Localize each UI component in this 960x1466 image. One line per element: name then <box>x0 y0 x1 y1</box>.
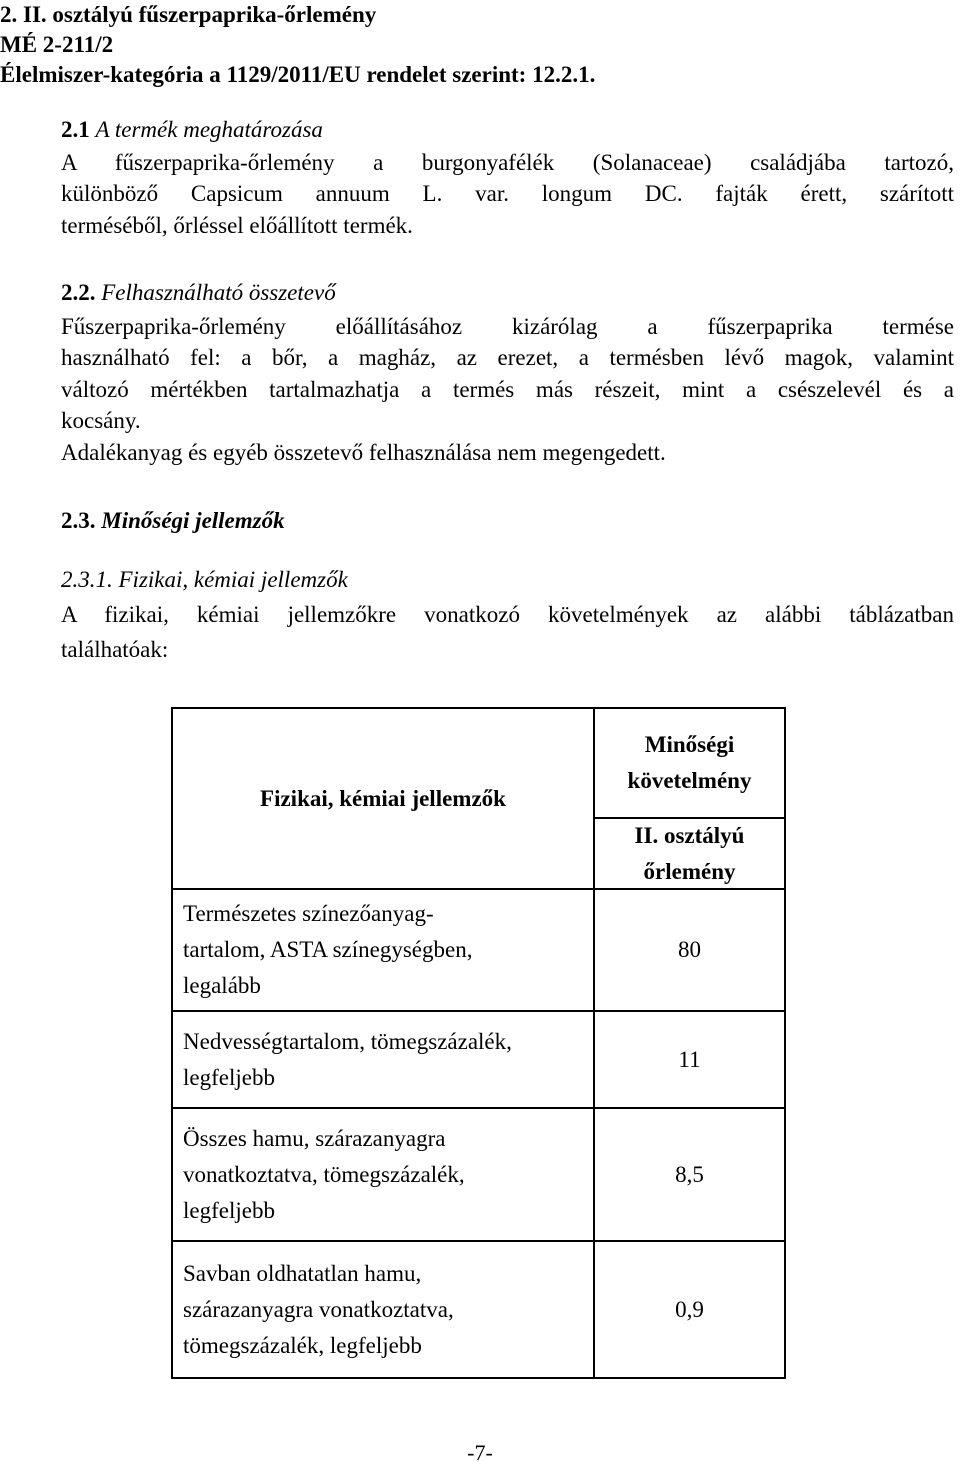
table-header-quality <box>595 709 784 817</box>
table-row-label <box>173 1012 593 1107</box>
table-row-value-text: 8,5 <box>675 1161 704 1187</box>
table-header-class <box>595 819 784 888</box>
table-row-label-line: Természetes színezőanyag- <box>183 901 434 926</box>
table-header-quality-line2: követelmény <box>627 768 752 793</box>
table-row-value <box>595 1012 784 1107</box>
table-row-value <box>595 890 784 1010</box>
food-category: Élelmiszer-kategória a 1129/2011/EU rendelet szerint: 12.2.1. <box>0 62 596 87</box>
table-row-label-line: tartalom, ASTA színegységben, <box>183 937 473 962</box>
table-row-label-line: Összes hamu, szárazanyagra <box>183 1125 446 1151</box>
table-row-label <box>173 1242 593 1377</box>
section-2-1-number: 2.1 <box>61 117 90 142</box>
table-row-label-line: vonatkoztatva, tömegszázalék, <box>183 1161 465 1187</box>
table-row-label <box>173 890 593 1010</box>
section-2-3-number: 2.3. <box>61 508 96 533</box>
section-2-3-heading <box>61 506 285 536</box>
section-2-2-heading <box>61 278 336 308</box>
page-number: -7- <box>467 1440 493 1465</box>
table-row-value-text: 0,9 <box>675 1296 704 1322</box>
section-2-3-1-line1: A fizikai, kémiai jellemzőkre vonatkozó követelmények az alábbi táblázatban <box>61 602 954 627</box>
section-2-1-heading <box>61 115 323 145</box>
table-header-quality-line1: Minőségi <box>644 732 735 757</box>
table-row-label-line: szárazanyagra vonatkoztatva, <box>183 1296 454 1322</box>
section-2-2-number: 2.2. <box>61 280 96 305</box>
standard-code: MÉ 2-211/2 <box>0 32 114 57</box>
section-2-3-title: Minőségi jellemzők <box>101 508 285 533</box>
table-row-label-line: legfeljebb <box>183 1064 275 1090</box>
section-2-1-line2: különböző Capsicum annuum L. var. longum DC. fajták érett, szárított <box>61 181 954 206</box>
table-row-label-line: legfeljebb <box>183 1197 275 1223</box>
section-2-3-1-heading <box>61 565 348 595</box>
section-2-2-line4: kocsány. <box>61 408 141 433</box>
table-row-value <box>595 1242 784 1377</box>
section-2-2-line5: Adalékanyag és egyéb összetevő felhasználása nem megengedett. <box>61 440 666 465</box>
table-row-label-line: tömegszázalék, legfeljebb <box>183 1332 422 1358</box>
table-header-properties <box>173 709 593 888</box>
section-2-3-1-number: 2.3.1. <box>61 567 113 592</box>
table-row-label <box>173 1109 593 1240</box>
table-header-class-line2: őrlemény <box>643 858 736 884</box>
requirements-table <box>171 707 786 1379</box>
section-2-3-1-title: Fizikai, kémiai jellemzők <box>118 567 348 592</box>
table-header-properties-label: Fizikai, kémiai jellemzők <box>260 785 506 811</box>
section-2-1-title: A termék meghatározása <box>95 117 323 142</box>
table-row-value-text: 11 <box>678 1046 701 1072</box>
table-row-value <box>595 1109 784 1240</box>
table-row-label-line: legalább <box>183 973 261 998</box>
section-2-2-line3: változó mértékben tartalmazhatja a termés más részeit, mint a csészelevél és a <box>61 377 954 402</box>
section-2-2-title: Felhasználható összetevő <box>101 280 336 305</box>
table-row-label-line: Nedvességtartalom, tömegszázalék, <box>183 1028 512 1054</box>
section-2-3-1-line2: találhatóak: <box>61 637 169 662</box>
section-2-1-line3: terméséből, őrléssel előállított termék. <box>61 213 413 238</box>
section-2-1-line1: A fűszerpaprika-őrlemény a burgonyafélék (Solanaceae) családjába tartozó, <box>61 150 954 175</box>
document-title: 2. II. osztályú fűszerpaprika-őrlemény <box>0 2 377 27</box>
table-header-class-line1: II. osztályú <box>634 822 745 848</box>
section-2-2-line2: használható fel: a bőr, a magház, az erezet, a termésben lévő magok, valamint <box>61 345 954 370</box>
section-2-2-line1: Fűszerpaprika-őrlemény előállításához kizárólag a fűszerpaprika termése <box>61 314 954 339</box>
table-row-label-line: Savban oldhatatlan hamu, <box>183 1260 422 1286</box>
table-row-value-text: 80 <box>678 937 701 962</box>
